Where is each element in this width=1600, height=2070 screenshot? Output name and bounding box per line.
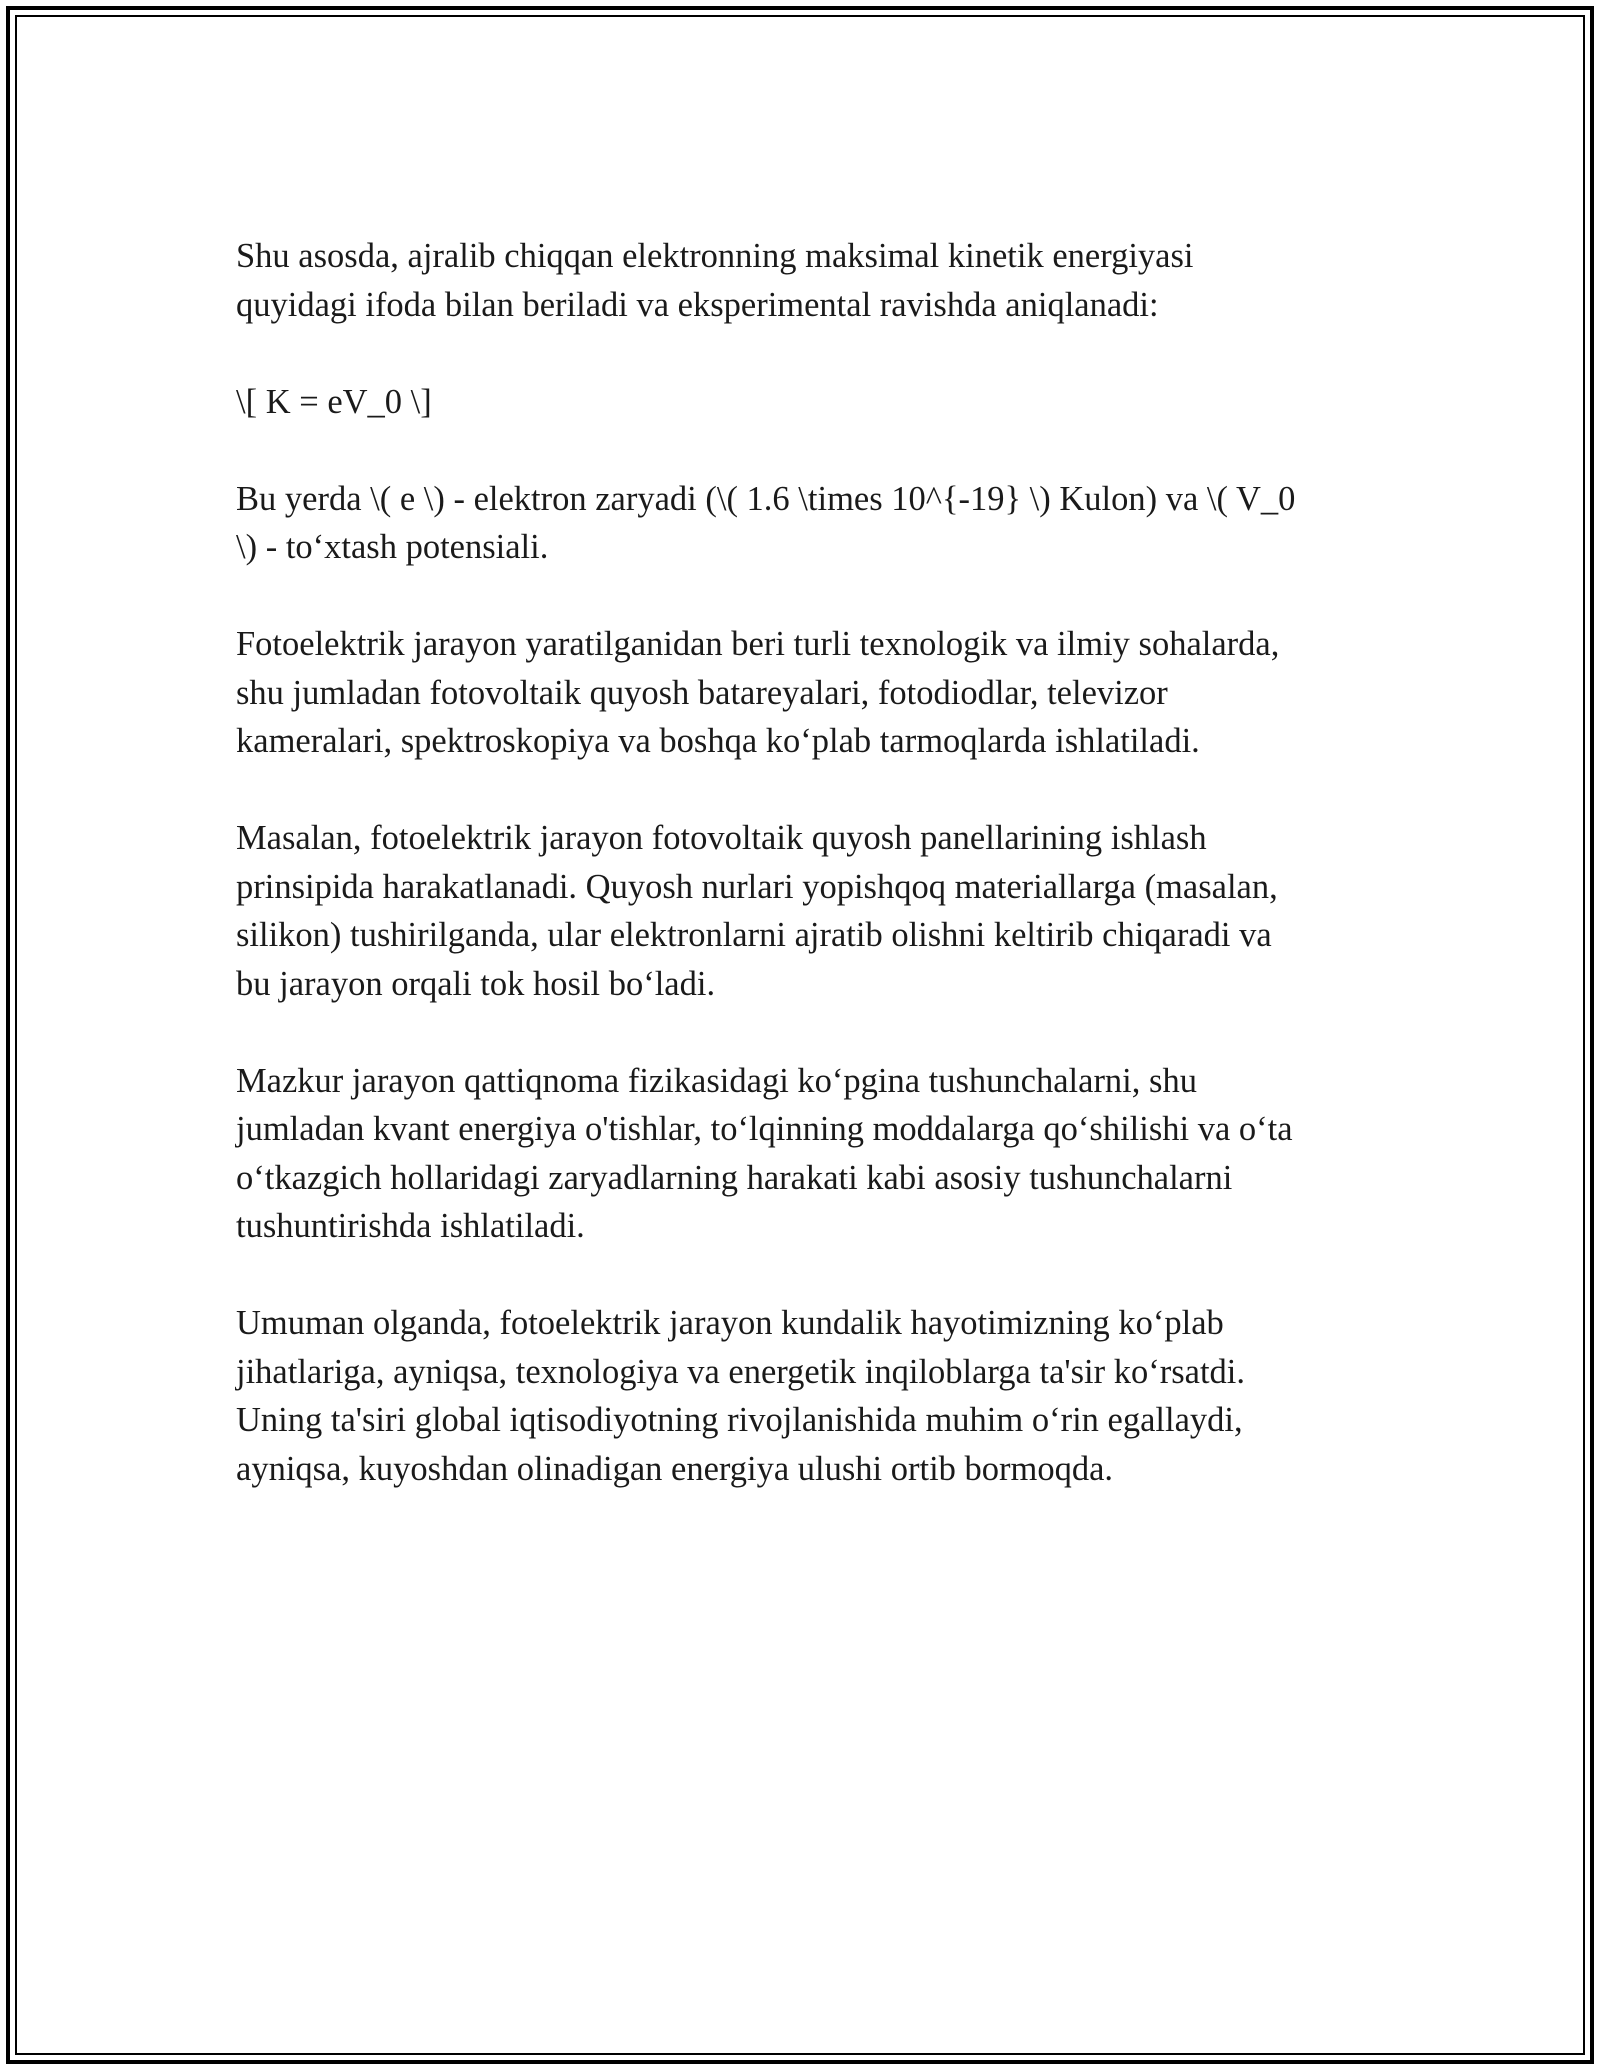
document-body <box>236 232 1376 1542</box>
paragraph-variable-definitions: Bu yerda \( e \) - elektron zaryadi (\( 1.6 \times 10^{-19} \) Kulon) va \( V_0 \) - to‘xtash potensiali. <box>236 479 1296 566</box>
paragraph-solid-state-physics: Mazkur jarayon qattiqnoma fizikasidagi ko‘pgina tushunchalarni, shu jumladan kvant energiya o'tishlar, to‘lqinning moddalarga qo‘shilishi va o‘ta o‘tkazgich hollaridagi zaryadlarning harakati kabi asosiy tushunchalarni tushuntirishda ishlatiladi. <box>236 1061 1293 1245</box>
paragraph-conclusion: Umuman olganda, fotoelektrik jarayon kundalik hayotimizning ko‘plab jihatlariga, ayniqsa, texnologiya va energetik inqiloblarga ta'sir ko‘rsatdi. Uning ta'siri global iqtisodiyotning rivojlanishida muhim o‘rin egallaydi, ayniqsa, kuyoshdan olinadigan energiya ulushi ortib bormoqda. <box>236 1304 1245 1488</box>
paragraph-kinetic-energy-intro: Shu asosda, ajralib chiqqan elektronning maksimal kinetik energiyasi quyidagi ifoda bilan beriladi va eksperimental ravishda aniqlanadi: <box>236 237 1194 324</box>
paragraph-applications: Fotoelektrik jarayon yaratilganidan beri turli texnologik va ilmiy sohalarda, shu jumladan fotovoltaik quyosh batareyalari, fotodiodlar, televizor kameralari, spektroskopiya va boshqa ko‘plab tarmoqlarda ishlatiladi. <box>236 625 1280 760</box>
formula-kinetic-energy: \[ K = eV_0 \] <box>236 382 432 421</box>
paragraph-solar-panels: Masalan, fotoelektrik jarayon fotovoltaik quyosh panellarining ishlash prinsipida harakatlanadi. Quyosh nurlari yopishqoq materiallarga (masalan, silikon) tushirilganda, ular elektronlarni ajratib olishni keltirib chiqaradi va bu jarayon orqali tok hosil bo‘ladi. <box>236 819 1278 1003</box>
